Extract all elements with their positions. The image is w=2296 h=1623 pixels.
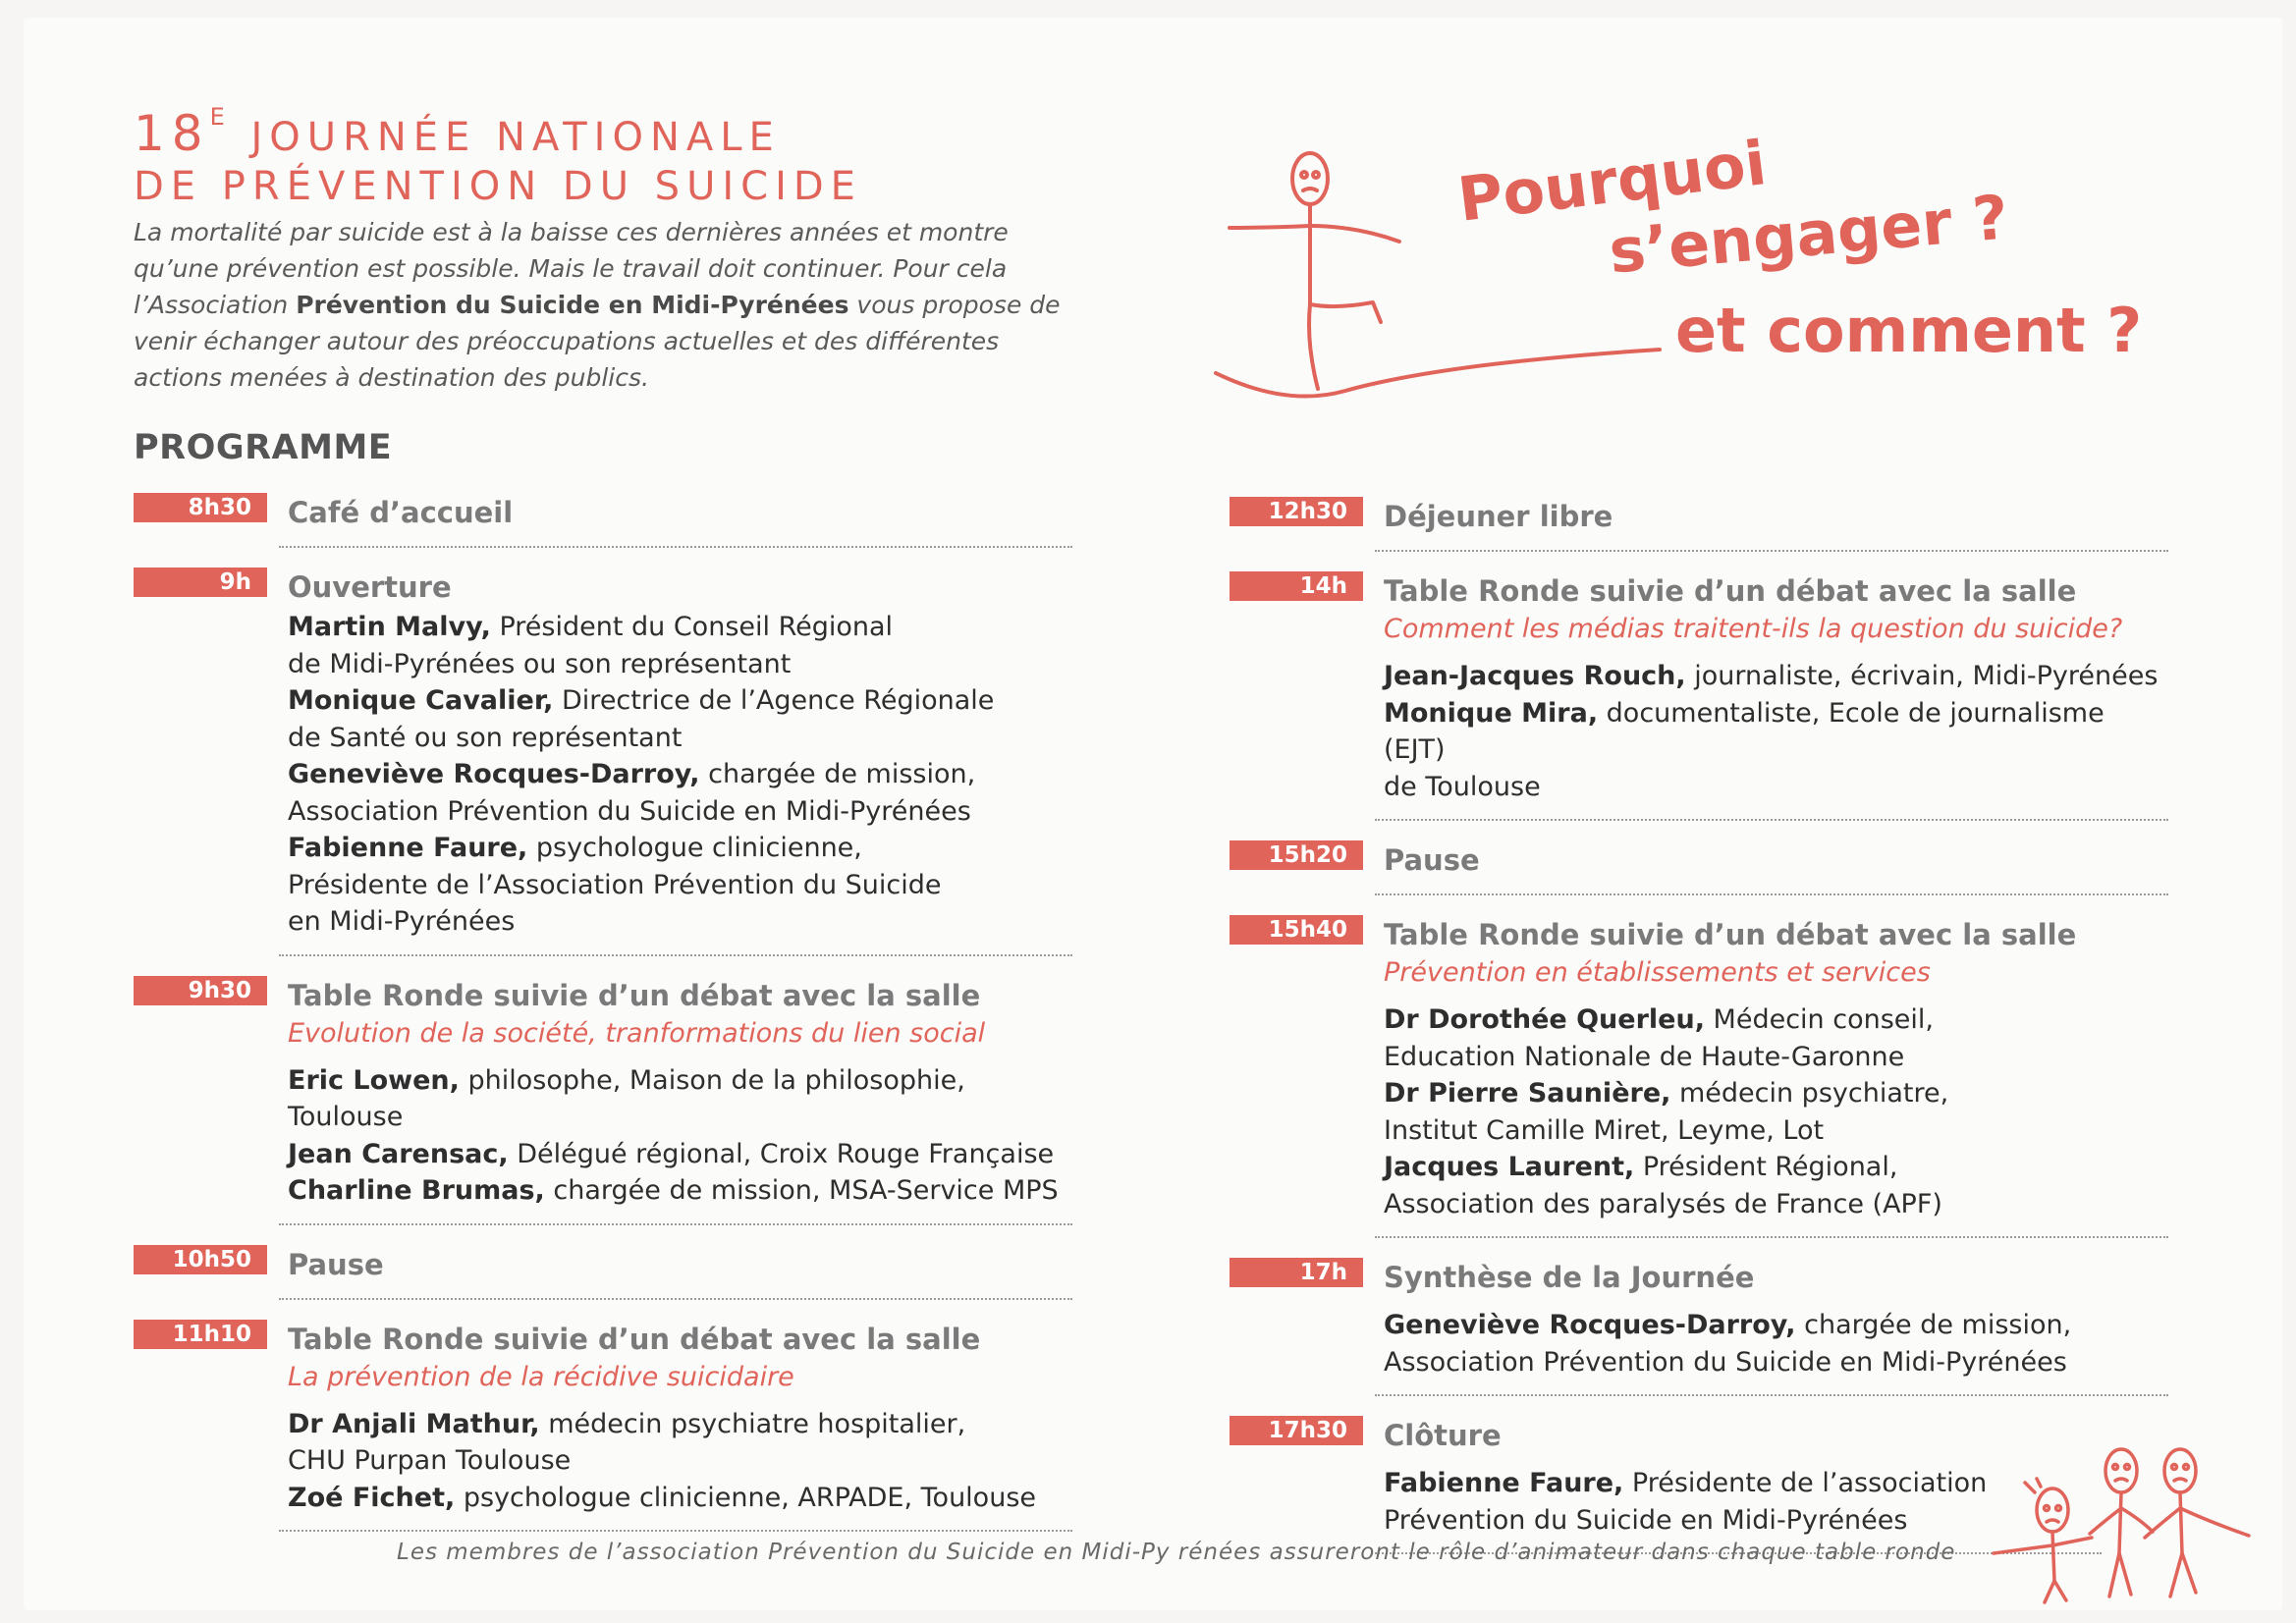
speaker: Monique Mira, documentaliste, Ecole de journalisme (EJT) de Toulouse bbox=[1384, 697, 2105, 802]
speaker-name: Dr Anjali Mathur, bbox=[288, 1408, 540, 1439]
footer-note: Les membres de l’association Prévention du Suicide en Midi-Py rénées assureront le rôle d’animateur dans chaque table ronde bbox=[397, 1540, 1956, 1565]
dotted-separator bbox=[279, 1298, 1072, 1300]
programme-right-column bbox=[1230, 497, 2168, 1574]
speaker-name: Dr Dorothée Querleu, bbox=[1384, 1004, 1705, 1035]
title-line-1 bbox=[134, 92, 862, 162]
speaker-name: Monique Mira, bbox=[1384, 697, 1599, 729]
intro-association-name: Prévention du Suicide en Midi-Pyrénées bbox=[296, 291, 849, 319]
programme-entry bbox=[134, 493, 1072, 548]
speaker-list bbox=[1384, 1001, 2168, 1222]
session-title: Pause bbox=[1384, 843, 1480, 877]
slogan-line-3: et comment ? bbox=[1675, 295, 2143, 366]
dotted-separator bbox=[1375, 1236, 2168, 1238]
slogan-line-2: s’engager ? bbox=[1606, 181, 2011, 288]
intro-text-2: vous propose de venir échanger autour des préoccupations actuelles et des différentes actions menées à destination des publics. bbox=[134, 291, 1061, 392]
speaker: Geneviève Rocques-Darroy, chargée de mission, Association Prévention du Suicide en Midi-Pyrénées bbox=[1384, 1310, 2072, 1378]
speaker-name: Monique Cavalier, bbox=[288, 685, 554, 716]
speaker-name: Jean Carensac, bbox=[288, 1138, 509, 1169]
speaker: Dr Pierre Saunière, médecin psychiatre, Institut Camille Miret, Leyme, Lot bbox=[1384, 1078, 1949, 1146]
speaker: Dr Dorothée Querleu, Médecin conseil, Education Nationale de Haute-Garonne bbox=[1384, 1004, 1934, 1072]
programme-entry bbox=[1230, 571, 2168, 821]
programme-entry bbox=[134, 1320, 1072, 1533]
time-badge: 9h30 bbox=[134, 976, 267, 1005]
speaker: Fabienne Faure, Présidente de l’association Prévention du Suicide en Midi-Pyrénées bbox=[1384, 1468, 1988, 1536]
stick-figures-illustration bbox=[1974, 1443, 2269, 1610]
time-badge: 15h20 bbox=[1230, 840, 1363, 870]
speaker-name: Geneviève Rocques-Darroy, bbox=[1384, 1310, 1796, 1340]
session-title: Ouverture bbox=[288, 570, 452, 604]
session-subtitle: Evolution de la société, tranformations du lien social bbox=[288, 1017, 986, 1049]
time-badge: 10h50 bbox=[134, 1245, 267, 1274]
dotted-separator bbox=[1375, 819, 2168, 821]
speaker-name: Jean-Jacques Rouch, bbox=[1384, 661, 1686, 691]
session-title: Table Ronde suivie d’un débat avec la salle bbox=[1384, 918, 2077, 951]
dotted-separator bbox=[279, 1530, 1072, 1532]
session-title: Clôture bbox=[1384, 1419, 1502, 1452]
intro-text-1: La mortalité par suicide est à la baisse ces dernières années et montre qu’une prévention est possible. Mais le travail doit continuer. Pour cela l’Association bbox=[134, 218, 1009, 319]
speaker-list bbox=[288, 609, 1072, 941]
time-badge: 14h bbox=[1230, 571, 1363, 601]
speaker-list bbox=[288, 1406, 1072, 1517]
time-badge: 8h30 bbox=[134, 493, 267, 522]
programme-entry bbox=[1230, 1258, 2168, 1396]
session-title: Pause bbox=[288, 1247, 384, 1281]
speaker-list bbox=[1384, 1307, 2168, 1380]
time-badge: 11h10 bbox=[134, 1320, 267, 1349]
speaker-name: Eric Lowen, bbox=[288, 1064, 460, 1096]
dotted-separator bbox=[279, 954, 1072, 956]
intro-paragraph bbox=[134, 214, 1076, 396]
session-subtitle: La prévention de la récidive suicidaire bbox=[288, 1361, 794, 1392]
session-subtitle: Prévention en établissements et services bbox=[1384, 957, 1931, 988]
session-title: Table Ronde suivie d’un débat avec la salle bbox=[1384, 574, 2077, 608]
speaker: Fabienne Faure, psychologue clinicienne, Présidente de l’Association Prévention du Suicide en Midi-Pyrénées bbox=[288, 833, 942, 937]
speaker-name: Charline Brumas, bbox=[288, 1175, 545, 1206]
session-title: Déjeuner libre bbox=[1384, 500, 1613, 533]
time-badge: 17h30 bbox=[1230, 1416, 1363, 1445]
speaker: Martin Malvy, Président du Conseil Régional de Midi-Pyrénées ou son représentant bbox=[288, 612, 894, 679]
session-title: Café d’accueil bbox=[288, 496, 514, 529]
programme-entry bbox=[1230, 915, 2168, 1238]
speaker-name: Geneviève Rocques-Darroy, bbox=[288, 759, 700, 789]
time-badge: 17h bbox=[1230, 1258, 1363, 1287]
dotted-separator bbox=[1375, 1394, 2168, 1396]
speaker: Monique Cavalier, Directrice de l’Agence Régionale de Santé ou son représentant bbox=[288, 685, 995, 753]
page-title bbox=[134, 92, 862, 211]
speaker: Jean Carensac, Délégué régional, Croix Rouge Française bbox=[288, 1138, 1055, 1169]
time-badge: 9h bbox=[134, 568, 267, 597]
dotted-separator bbox=[1375, 550, 2168, 552]
title-superscript: E bbox=[209, 103, 232, 131]
speaker-name: Martin Malvy, bbox=[288, 612, 491, 642]
title-line-1-text: JOURNÉE NATIONALE bbox=[231, 115, 781, 160]
speaker-name: Jacques Laurent, bbox=[1384, 1152, 1635, 1182]
session-title: Table Ronde suivie d’un débat avec la salle bbox=[288, 978, 981, 1012]
speaker: Zoé Fichet, psychologue clinicienne, ARPADE, Toulouse bbox=[288, 1482, 1036, 1513]
speaker-list bbox=[1384, 658, 2168, 805]
speaker-name: Fabienne Faure, bbox=[288, 833, 528, 863]
programme-entry bbox=[1230, 497, 2168, 552]
time-badge: 15h40 bbox=[1230, 915, 1363, 945]
speaker-name: Zoé Fichet, bbox=[288, 1482, 456, 1513]
speaker: Jacques Laurent, Président Régional, Association des paralysés de France (APF) bbox=[1384, 1152, 1942, 1219]
programme-entry bbox=[1230, 840, 2168, 895]
programme-entry bbox=[134, 568, 1072, 956]
speaker: Dr Anjali Mathur, médecin psychiatre hospitalier, CHU Purpan Toulouse bbox=[288, 1408, 966, 1476]
speaker-list bbox=[288, 1062, 1072, 1210]
speaker: Geneviève Rocques-Darroy, chargée de mission, Association Prévention du Suicide en Midi-Pyrénées bbox=[288, 759, 976, 827]
dotted-separator bbox=[279, 546, 1072, 548]
slogan-line-1: Pourquoi bbox=[1453, 127, 1771, 236]
programme-left-column bbox=[134, 493, 1072, 1551]
speaker: Eric Lowen, philosophe, Maison de la philosophie, Toulouse bbox=[288, 1064, 965, 1132]
title-line-2: DE PRÉVENTION DU SUICIDE bbox=[134, 164, 862, 209]
speaker: Jean-Jacques Rouch, journaliste, écrivain, Midi-Pyrénées bbox=[1384, 661, 2159, 691]
programme-entry bbox=[134, 976, 1072, 1225]
session-subtitle: Comment les médias traitent-ils la question du suicide? bbox=[1384, 614, 2123, 644]
time-badge: 12h30 bbox=[1230, 497, 1363, 526]
speaker-name: Dr Pierre Saunière, bbox=[1384, 1078, 1671, 1109]
dotted-separator bbox=[1375, 893, 2168, 895]
speaker: Charline Brumas, chargée de mission, MSA-Service MPS bbox=[288, 1175, 1059, 1206]
programme-entry bbox=[134, 1245, 1072, 1300]
title-number: 18 bbox=[134, 105, 210, 162]
session-title: Table Ronde suivie d’un débat avec la salle bbox=[288, 1322, 981, 1356]
dotted-separator bbox=[279, 1223, 1072, 1225]
speaker-name: Fabienne Faure, bbox=[1384, 1468, 1624, 1498]
session-title: Synthèse de la Journée bbox=[1384, 1261, 1755, 1294]
programme-heading: PROGRAMME bbox=[134, 428, 393, 467]
